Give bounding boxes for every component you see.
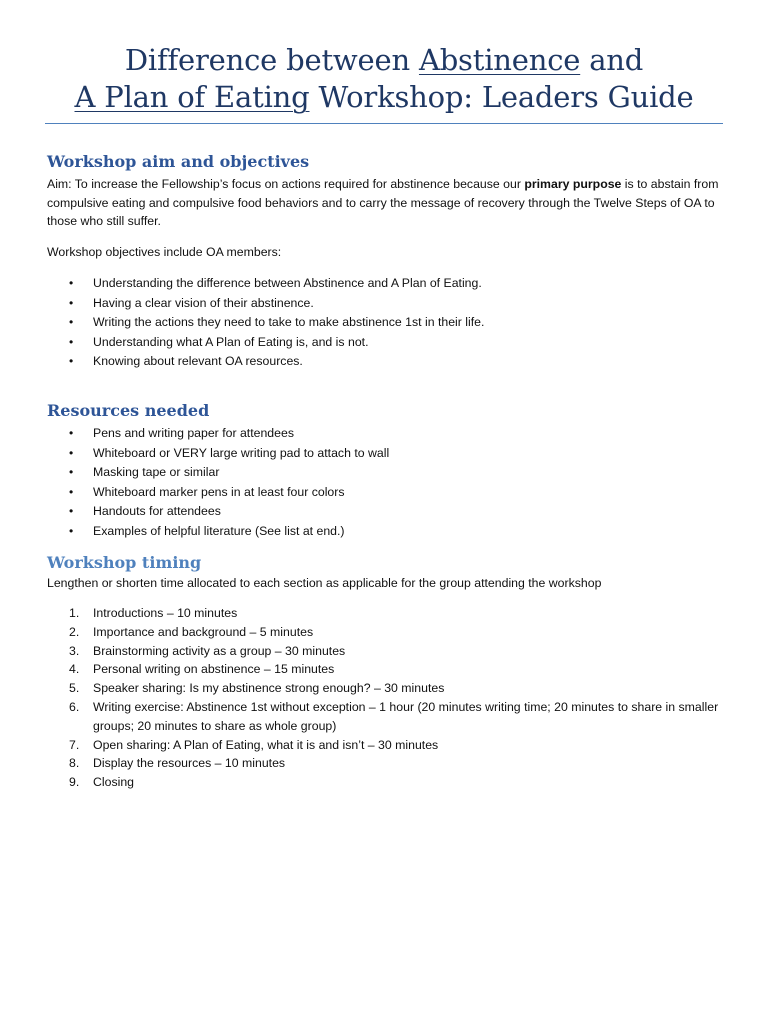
aim-paragraph (47, 175, 727, 231)
list-item (47, 274, 727, 294)
bullet-icon: • (69, 484, 74, 499)
timing-text: Open sharing: A Plan of Eating, what it is and isn’t – 30 minutes (93, 737, 439, 752)
item-number: 3. (69, 643, 80, 658)
objective-text: Understanding what A Plan of Eating is, and is not. (93, 334, 369, 349)
title-text-1: Difference between (124, 43, 419, 77)
item-number: 6. (69, 699, 80, 714)
timing-text: Writing exercise: Abstinence 1st without exception – 1 hour (20 minutes writing time; 20 minutes to share in smaller groups; 20 minutes to share as whole group) (93, 699, 719, 733)
heading-aim-objectives: Workshop aim and objectives (47, 152, 310, 171)
item-number: 2. (69, 624, 80, 639)
list-item (47, 736, 727, 755)
list-item (47, 444, 727, 464)
list-item (47, 333, 727, 353)
timing-list (47, 604, 727, 792)
title-plan-underlined: A Plan of Eating (74, 80, 310, 114)
objectives-intro: Workshop objectives include OA members: (47, 245, 282, 259)
bullet-icon: • (69, 354, 74, 369)
list-item (47, 352, 727, 372)
title-abstinence-underlined: Abstinence (418, 43, 581, 77)
list-item (47, 698, 727, 736)
bullet-icon: • (69, 315, 74, 330)
item-number: 9. (69, 775, 80, 790)
item-number: 4. (69, 662, 80, 677)
list-item (47, 773, 727, 792)
list-item (47, 424, 727, 444)
list-item (47, 463, 727, 483)
timing-intro: Lengthen or shorten time allocated to each section as applicable for the group attending the workshop (47, 576, 602, 590)
list-item (47, 623, 727, 642)
title-divider (45, 123, 723, 124)
item-number: 7. (69, 737, 80, 752)
aim-text-suffix: is to abstain from compulsive eating and compulsive food behaviors and to carry the message of recovery through the Twelve Steps of OA to those who still suffer. (47, 177, 719, 229)
title-text-2: and (580, 43, 644, 77)
timing-text: Brainstorming activity as a group – 30 minutes (93, 643, 346, 658)
resources-list (47, 424, 727, 542)
aim-text-prefix: Aim: To increase the Fellowship’s focus on actions required for abstinence because our (47, 177, 525, 191)
list-item (47, 313, 727, 333)
document-title (0, 42, 768, 116)
heading-workshop-timing: Workshop timing (47, 553, 202, 572)
resource-text: Pens and writing paper for attendees (93, 426, 294, 440)
timing-text: Display the resources – 10 minutes (93, 756, 286, 771)
bullet-icon: • (69, 295, 74, 310)
aim-bold-text: primary purpose (524, 177, 622, 191)
resource-text: Masking tape or similar (93, 465, 220, 480)
bullet-icon: • (69, 523, 74, 538)
title-line-1 (0, 42, 768, 79)
resource-text: Whiteboard marker pens in at least four colors (93, 484, 345, 499)
list-item (47, 642, 727, 661)
objective-text: Knowing about relevant OA resources. (93, 354, 303, 369)
list-item (47, 754, 727, 773)
bullet-icon: • (69, 276, 74, 290)
timing-text: Speaker sharing: Is my abstinence strong enough? – 30 minutes (93, 681, 445, 696)
item-number: 8. (69, 756, 80, 771)
resource-text: Whiteboard or VERY large writing pad to attach to wall (93, 445, 390, 460)
item-number: 1. (69, 606, 80, 620)
bullet-icon: • (69, 504, 74, 519)
resource-text: Examples of helpful literature (See list at end.) (93, 523, 345, 538)
list-item (47, 483, 727, 503)
list-item (47, 679, 727, 698)
bullet-icon: • (69, 465, 74, 480)
bullet-icon: • (69, 445, 74, 460)
list-item (47, 502, 727, 522)
list-item (47, 294, 727, 314)
list-item (47, 660, 727, 679)
item-number: 5. (69, 681, 80, 696)
title-line-2 (0, 79, 768, 116)
bullet-icon: • (69, 426, 74, 440)
list-item (47, 522, 727, 542)
timing-text: Importance and background – 5 minutes (93, 624, 314, 639)
resource-text: Handouts for attendees (93, 504, 221, 519)
objectives-list (47, 274, 727, 372)
title-text-3: Workshop: Leaders Guide (309, 80, 694, 114)
timing-text: Introductions – 10 minutes (93, 606, 238, 620)
heading-resources-needed: Resources needed (47, 401, 210, 420)
objective-text: Understanding the difference between Abstinence and A Plan of Eating. (93, 276, 482, 290)
bullet-icon: • (69, 334, 74, 349)
objective-text: Having a clear vision of their abstinence. (93, 295, 314, 310)
timing-text: Closing (93, 775, 135, 790)
list-item (47, 604, 727, 623)
objective-text: Writing the actions they need to take to make abstinence 1st in their life. (93, 315, 485, 330)
timing-text: Personal writing on abstinence – 15 minutes (93, 662, 335, 677)
